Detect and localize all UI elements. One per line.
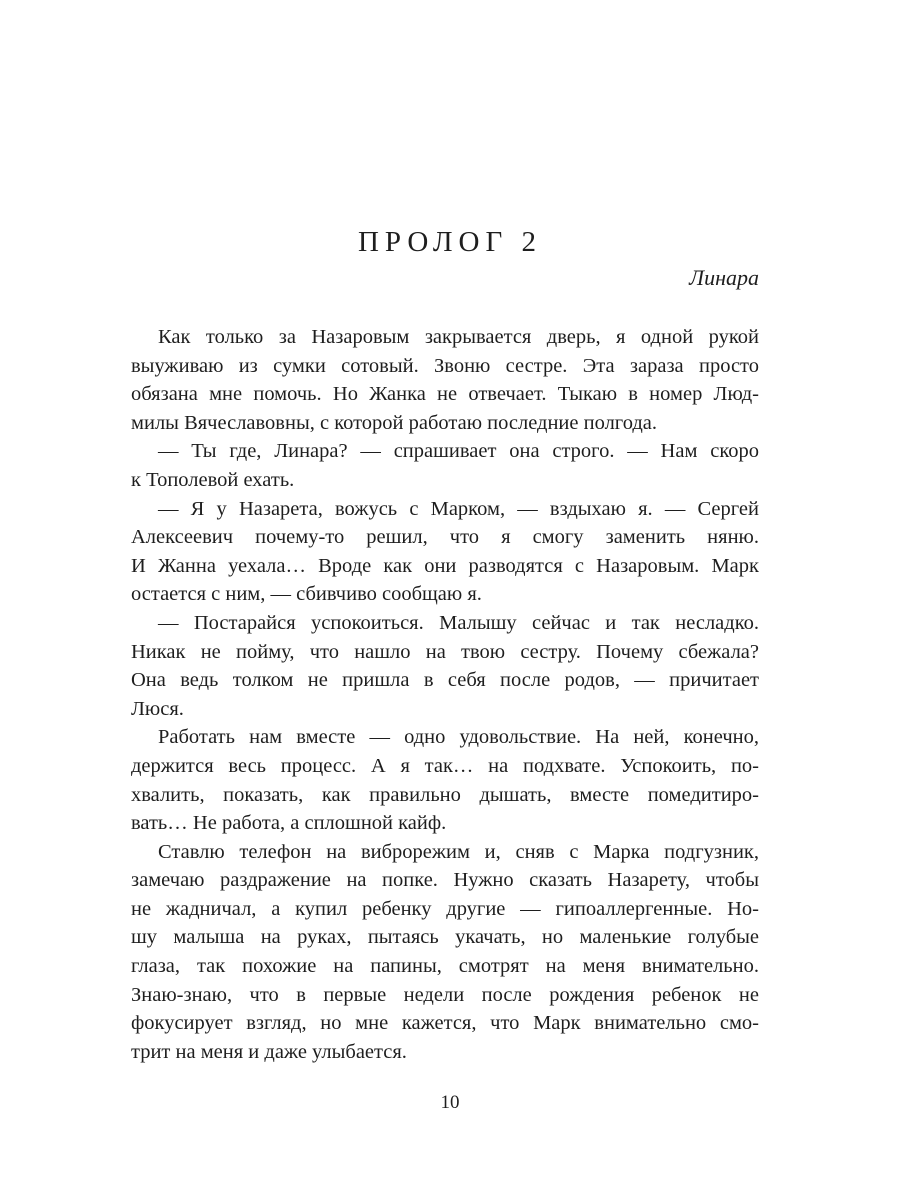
text-line: обязана мне помочь. Но Жанка не отвечает. Тыкаю в номер Люд- — [131, 383, 759, 406]
text-line: к Тополевой ехать. — [131, 468, 295, 491]
text-line: замечаю раздражение на попке. Нужно сказать Назарету, чтобы — [131, 869, 759, 892]
text-line: Как только за Назаровым закрывается дверь, я одной рукой — [158, 326, 759, 348]
paragraph — [131, 495, 759, 609]
text-line: Знаю-знаю, что в первые недели после рождения ребенок не — [131, 983, 759, 1006]
paragraph — [131, 323, 759, 437]
text-line: Работать нам вместе — одно удовольствие. На ней, конечно, — [158, 726, 759, 749]
text-line: шу малыша на руках, пытаясь укачать, но маленькие голубые — [131, 926, 759, 949]
paragraph — [131, 838, 759, 1067]
paragraph — [131, 723, 759, 837]
text-line: вать… Не работа, а сплошной кайф. — [131, 812, 447, 835]
body-text — [131, 323, 759, 1066]
text-line: фокусирует взгляд, но мне кажется, что Марк внимательно смо- — [131, 1012, 759, 1035]
paragraph — [131, 437, 759, 494]
text-line: И Жанна уехала… Вроде как они разводятся с Назаровым. Марк — [131, 554, 759, 577]
chapter-title: ПРОЛОГ 2 — [357, 226, 543, 258]
paragraph — [131, 609, 759, 723]
text-line: не жадничал, а купил ребенку другие — гипоаллергенные. Но- — [131, 897, 759, 920]
text-line: выуживаю из сумки сотовый. Звоню сестре. Эта зараза просто — [131, 354, 759, 377]
narrator-name: Линара — [689, 265, 759, 290]
text-line: Никак не пойму, что нашло на твою сестру. Почему сбежала? — [131, 640, 759, 663]
text-line: Люся. — [131, 697, 184, 720]
text-line: держится весь процесс. А я так… на подхвате. Успокоить, по- — [131, 754, 759, 777]
text-line: остается с ним, — сбивчиво сообщаю я. — [131, 583, 482, 606]
text-line: — Я у Назарета, вожусь с Марком, — вздыхаю я. — Сергей — [158, 497, 759, 520]
page-number: 10 — [440, 1092, 460, 1113]
text-line: глаза, так похожие на папины, смотрят на меня внимательно. — [131, 955, 759, 978]
text-line: Ставлю телефон на виброрежим и, сняв с Марка подгузник, — [158, 840, 759, 863]
text-line: трит на меня и даже улыбается. — [131, 1040, 407, 1063]
text-line: милы Вячеславовны, с которой работаю последние полгода. — [131, 411, 658, 434]
text-line: Алексеевич почему-то решил, что я смогу заменить няню. — [131, 526, 759, 549]
text-line: — Постарайся успокоиться. Малышу сейчас и так несладко. — [158, 611, 759, 634]
text-line: хвалить, показать, как правильно дышать, вместе помедитиро- — [131, 783, 759, 806]
text-line: — Ты где, Линара? — спрашивает она строго. — Нам скоро — [158, 440, 759, 463]
text-line: Она ведь толком не пришла в себя после родов, — причитает — [131, 669, 759, 692]
